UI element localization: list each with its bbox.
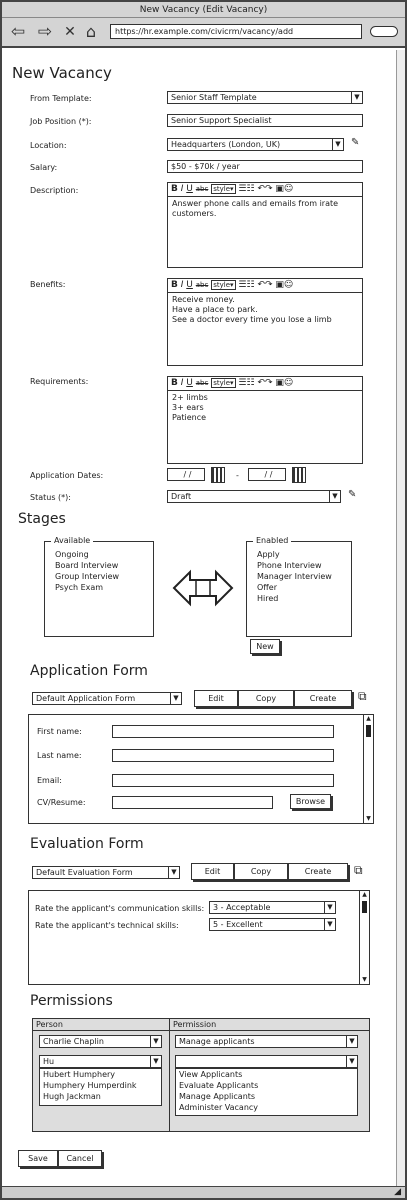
from-template-label: From Template: [30, 94, 92, 103]
permissions-table [32, 1018, 370, 1132]
scroll-up-icon[interactable]: ▲ [366, 715, 371, 722]
evaluation-form-value: Default Evaluation Form [36, 868, 133, 877]
chevron-down-icon: ▼ [324, 919, 335, 930]
requirements-editor[interactable] [167, 376, 363, 464]
browser-toolbar [2, 18, 405, 48]
person-column-header: Person [33, 1019, 170, 1031]
numbered-list-icon[interactable]: ☷ [246, 184, 255, 194]
chevron-down-icon: ▼ [332, 139, 343, 150]
rte-toolbar [168, 183, 362, 197]
external-link-icon[interactable]: ⧉ [354, 863, 363, 877]
job-position-input[interactable]: Senior Support Specialist [167, 114, 363, 127]
salary-input[interactable]: $50 - $70k / year [167, 160, 363, 173]
transfer-arrows-icon[interactable] [172, 568, 234, 608]
technical-rating-select[interactable] [209, 918, 336, 931]
stage-item[interactable]: Group Interview [55, 572, 120, 581]
cancel-button[interactable]: Cancel [58, 1150, 102, 1167]
numbered-list-icon[interactable]: ☷ [246, 280, 255, 290]
application-form-title: Application Form [30, 663, 148, 679]
permission-option[interactable]: Administer Vacancy [179, 1103, 259, 1112]
benefits-line: Have a place to park. [172, 305, 258, 314]
page-title: New Vacancy [12, 64, 112, 82]
italic-button[interactable]: I [180, 280, 184, 290]
forward-arrow-icon[interactable]: ⇨ [37, 22, 53, 42]
url-bar[interactable]: https://hr.example.com/civicrm/vacancy/add [110, 24, 362, 39]
scrollbar[interactable] [363, 715, 373, 823]
scroll-up-icon[interactable]: ▲ [362, 891, 367, 898]
window-title: New Vacancy (Edit Vacancy) [2, 2, 405, 18]
bold-button[interactable]: B [171, 184, 178, 194]
requirements-line: 2+ limbs [172, 393, 208, 402]
status-select[interactable] [167, 490, 341, 503]
description-label: Description: [30, 186, 79, 195]
numbered-list-icon[interactable]: ☷ [246, 378, 255, 388]
last-name-input[interactable] [112, 749, 334, 762]
start-date-input[interactable]: / / [167, 468, 205, 481]
home-icon[interactable]: ⌂ [85, 22, 97, 41]
edit-pencil-icon[interactable]: ✎ [351, 137, 360, 148]
style-select[interactable]: style▾ [213, 379, 234, 387]
cv-file-input[interactable] [112, 796, 273, 809]
permission-value: Manage applicants [179, 1037, 255, 1046]
requirements-label: Requirements: [30, 377, 89, 386]
new-stage-button[interactable]: New [250, 639, 280, 654]
field-label: CV/Resume: [37, 798, 86, 807]
rating-value: 5 - Excellent [213, 920, 263, 929]
smiley-icon[interactable]: ☺ [283, 184, 294, 194]
benefits-line: Receive money. [172, 295, 235, 304]
redo-icon[interactable]: ↷ [264, 280, 273, 290]
application-dates-label: Application Dates: [30, 471, 104, 480]
benefits-text [168, 293, 362, 327]
create-button[interactable]: Create [288, 863, 348, 880]
italic-button[interactable]: I [180, 184, 184, 194]
enabled-legend: Enabled [253, 536, 291, 545]
first-name-input[interactable] [112, 725, 334, 738]
scroll-down-icon[interactable]: ▼ [362, 976, 367, 983]
person-option[interactable]: Hugh Jackman [43, 1092, 101, 1101]
redo-icon[interactable]: ↷ [264, 378, 273, 388]
underline-button[interactable]: U [186, 280, 193, 290]
scrollbar[interactable] [359, 891, 369, 984]
benefits-line: See a doctor every time you lose a limb [172, 315, 332, 324]
benefits-label: Benefits: [30, 280, 66, 289]
field-label: Last name: [37, 751, 82, 760]
field-label: First name: [37, 727, 82, 736]
field-label: Email: [37, 776, 62, 785]
permission-option[interactable]: Evaluate Applicants [179, 1081, 259, 1090]
undo-icon[interactable]: ↶ [257, 378, 265, 388]
rte-toolbar [168, 377, 362, 391]
requirements-line: Patience [172, 413, 207, 422]
chevron-down-icon: ▼ [324, 902, 335, 913]
back-arrow-icon[interactable]: ⇦ [10, 22, 26, 42]
permission-select[interactable] [175, 1035, 358, 1048]
status-bar [2, 1186, 405, 1198]
strike-button[interactable]: abc [195, 185, 209, 193]
style-select[interactable]: style▾ [213, 185, 234, 193]
stage-item[interactable]: Apply [257, 550, 280, 559]
permission-option[interactable]: View Applicants [179, 1070, 243, 1079]
salary-label: Salary: [30, 163, 58, 172]
chevron-down-icon: ▼ [346, 1036, 357, 1047]
style-select-label: style [213, 185, 231, 193]
underline-button[interactable]: U [186, 184, 193, 194]
permission-options-list [175, 1068, 358, 1116]
calendar-icon[interactable] [211, 467, 225, 483]
communication-rating-select[interactable] [209, 901, 336, 914]
available-stages-box [44, 536, 154, 637]
external-link-icon[interactable]: ⧉ [358, 689, 367, 703]
undo-icon[interactable]: ↶ [257, 280, 265, 290]
strike-button[interactable]: abc [195, 281, 209, 289]
end-date-input[interactable]: / / [248, 468, 286, 481]
evaluation-form-title: Evaluation Form [30, 836, 144, 852]
smiley-icon[interactable]: ☺ [283, 280, 294, 290]
application-form-value: Default Application Form [36, 694, 136, 703]
chevron-down-icon: ▼ [150, 1056, 161, 1067]
person-option[interactable]: Humphery Humperdink [43, 1081, 137, 1090]
stage-item[interactable]: Board Interview [55, 561, 119, 570]
available-legend: Available [51, 536, 93, 545]
application-form-select[interactable] [32, 692, 182, 705]
bullet-list-icon[interactable]: ☰ [238, 280, 247, 290]
chevron-down-icon: ▼ [329, 491, 340, 502]
enabled-stages-box [246, 536, 352, 637]
enabled-stages-list [257, 549, 332, 604]
edit-button[interactable]: Edit [191, 863, 234, 880]
stage-item[interactable]: Psych Exam [55, 583, 104, 592]
chevron-down-icon: ▼ [170, 693, 181, 704]
edit-pencil-icon[interactable]: ✎ [348, 489, 357, 500]
description-text: Answer phone calls and emails from irate customers. [172, 199, 339, 218]
location-label: Location: [30, 141, 67, 150]
email-input[interactable] [112, 774, 334, 787]
bold-button[interactable]: B [171, 378, 178, 388]
image-icon[interactable]: ▣ [275, 280, 284, 290]
column-divider [169, 1019, 170, 1131]
image-icon[interactable]: ▣ [275, 378, 284, 388]
underline-button[interactable]: U [186, 378, 193, 388]
from-template-select[interactable] [167, 91, 363, 104]
question-label: Rate the applicant's communication skills: [35, 904, 205, 913]
permission-option[interactable]: Manage Applicants [179, 1092, 256, 1101]
search-field[interactable] [370, 26, 398, 37]
requirements-line: 3+ ears [172, 403, 204, 412]
image-icon[interactable]: ▣ [275, 184, 284, 194]
person-option[interactable]: Hubert Humphery [43, 1070, 116, 1079]
style-select-label: style [213, 281, 231, 289]
page-scrollbar[interactable] [396, 50, 405, 1186]
save-button[interactable]: Save [18, 1150, 58, 1167]
smiley-icon[interactable]: ☺ [283, 378, 294, 388]
redo-icon[interactable]: ↷ [264, 184, 273, 194]
strike-button[interactable]: abc [195, 379, 209, 387]
stage-item[interactable]: Phone Interview [257, 561, 322, 570]
application-form-preview [28, 714, 374, 824]
evaluation-form-preview [28, 890, 370, 985]
style-select[interactable]: style▾ [213, 281, 234, 289]
status-value: Draft [171, 492, 192, 501]
chevron-down-icon: ▼ [150, 1036, 161, 1047]
permission-search-combo[interactable] [175, 1055, 358, 1068]
scroll-thumb[interactable] [362, 901, 367, 913]
requirements-text [168, 391, 362, 425]
person-select[interactable] [39, 1035, 162, 1048]
person-options-list [39, 1068, 162, 1106]
description-editor[interactable] [167, 182, 363, 268]
person-search-combo[interactable] [39, 1055, 162, 1068]
italic-button[interactable]: I [180, 378, 184, 388]
stage-item[interactable]: Manager Interview [257, 572, 332, 581]
evaluation-form-select[interactable] [32, 866, 180, 879]
stage-item[interactable]: Hired [257, 594, 279, 603]
permission-column-header: Permission [170, 1019, 369, 1031]
scroll-thumb[interactable] [366, 725, 371, 737]
calendar-icon[interactable] [292, 467, 306, 483]
stages-title: Stages [18, 511, 66, 527]
scroll-down-icon[interactable]: ▼ [366, 815, 371, 822]
job-position-label: Job Position (*): [30, 117, 92, 126]
location-value: Headquarters (London, UK) [171, 140, 281, 149]
browse-button[interactable]: Browse [290, 794, 331, 809]
rte-toolbar [168, 279, 362, 293]
stage-item[interactable]: Ongoing [55, 550, 89, 559]
person-value: Charlie Chaplin [43, 1037, 104, 1046]
rating-value: 3 - Acceptable [213, 903, 271, 912]
available-stages-list [55, 549, 119, 593]
person-search-value: Hu [43, 1057, 55, 1066]
from-template-value: Senior Staff Template [171, 93, 257, 102]
chevron-down-icon: ▼ [168, 867, 179, 878]
chevron-down-icon: ▼ [351, 92, 362, 103]
bullet-list-icon[interactable]: ☰ [238, 184, 247, 194]
undo-icon[interactable]: ↶ [257, 184, 265, 194]
permissions-title: Permissions [30, 993, 113, 1009]
date-separator: - [236, 471, 239, 480]
style-select-label: style [213, 379, 231, 387]
close-icon[interactable]: ✕ [64, 24, 76, 40]
edit-button[interactable]: Edit [194, 690, 238, 707]
question-label: Rate the applicant's technical skills: [35, 921, 179, 930]
copy-button[interactable]: Copy [234, 863, 288, 880]
stage-item[interactable]: Offer [257, 583, 278, 592]
copy-button[interactable]: Copy [238, 690, 294, 707]
benefits-editor[interactable] [167, 278, 363, 366]
bold-button[interactable]: B [171, 280, 178, 290]
bullet-list-icon[interactable]: ☰ [238, 378, 247, 388]
chevron-down-icon: ▼ [346, 1056, 357, 1067]
location-select[interactable] [167, 138, 344, 151]
resize-grip-icon[interactable]: ◢ [394, 1187, 401, 1197]
create-button[interactable]: Create [294, 690, 352, 707]
status-label: Status (*): [30, 493, 71, 502]
